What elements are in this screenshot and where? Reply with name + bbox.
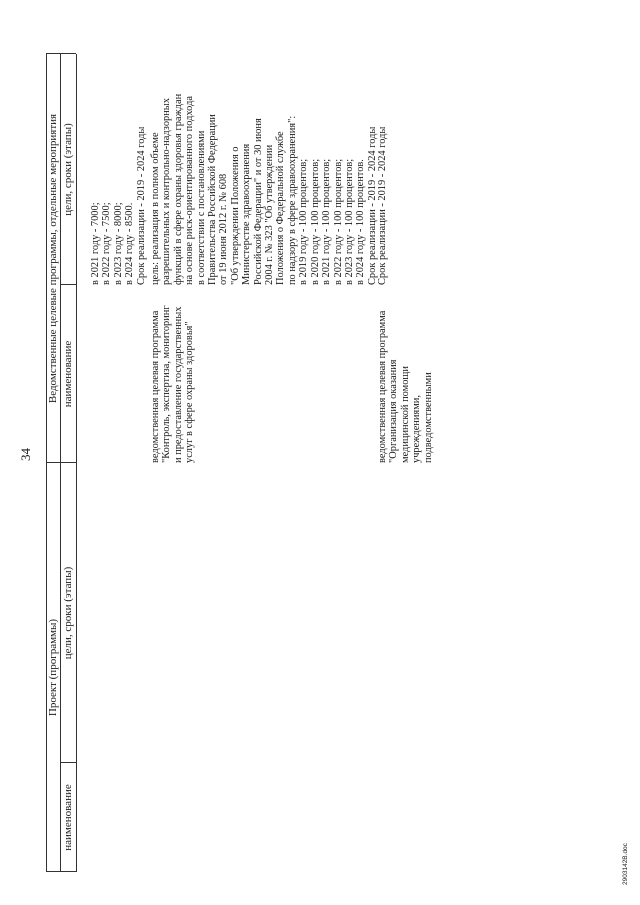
footer-filename: 2903142В.doc	[622, 843, 629, 885]
row2-goal-line: Российской Федерации" и от 30 июня	[252, 118, 264, 285]
row2-goal-line: в 2021 году - 100 процентов;	[321, 158, 333, 285]
row2-goal-line: в соответствии с постановлениями	[195, 130, 207, 285]
row2-goal-line: в 2020 году - 100 процентов;	[309, 158, 321, 285]
row3-program-line: ведомственная целевая программа	[377, 310, 388, 463]
row2-goal-line: в 2023 году - 100 процентов;	[343, 158, 355, 285]
row3-program-line: "Организация оказания	[388, 359, 400, 463]
row3-program-line: учреждениями,	[411, 395, 423, 463]
row2-goal-line: разрешительных и контрольно-надзорных	[161, 98, 173, 285]
row2-goals	[150, 94, 378, 285]
header-project-name: наименование	[62, 784, 74, 851]
row3-program-line: медицинской помощи	[399, 366, 411, 463]
row2-program-name	[150, 305, 196, 463]
row3-goal-line: Срок реализации - 2019 - 2024 годы	[377, 126, 388, 285]
header-bottom-line	[76, 54, 77, 872]
row2-goal-line: в 2022 году - 100 процентов;	[332, 158, 344, 285]
header-project-goals: цели, сроки (этапы)	[62, 566, 74, 660]
row2-goal-line: Министерстве здравоохранения	[241, 143, 253, 285]
row2-goal-line: функций в сфере охраны здоровья граждан	[172, 93, 184, 285]
row2-goal-line: от 19 июня 2012 г. № 608	[218, 173, 230, 285]
row2-goal-line: Срок реализации - 2019 - 2024 годы	[366, 126, 378, 285]
page-number: 34	[18, 448, 33, 461]
row1-goals	[90, 127, 147, 285]
row2-goal-line: "Об утверждении Положения о	[229, 146, 241, 285]
row3-program-name	[377, 311, 434, 463]
header-dept-group: Ведомственные целевые программы, отдельные мероприятия	[47, 113, 59, 404]
row2-program-line: услуг в сфере охраны здоровья"	[184, 321, 196, 463]
header-group-line	[60, 54, 61, 872]
row1-goal-line: в 2023 году - 8000;	[112, 202, 124, 285]
row3-program-line: подведомственными	[422, 372, 434, 463]
row2-program-line: ведомственная целевая программа	[150, 310, 161, 463]
row2-goal-line: 2004 г. № 323 "Об утверждении	[264, 144, 276, 285]
row1-goal-line: в 2024 году - 8500.	[124, 202, 136, 285]
row2-goal-line: в 2024 году - 100 процентов.	[355, 159, 367, 285]
header-dept-name: наименование	[62, 340, 74, 408]
header-dept-goals: цели, сроки (этапы)	[62, 123, 74, 216]
row2-goal-line: цель: реализация в полном объеме	[150, 132, 161, 285]
row1-goal-line: Срок реализации - 2019 - 2024 годы	[135, 126, 147, 285]
row2-goal-line: Правительства Российской Федерации	[207, 114, 219, 285]
row2-goal-line: на основе риск-ориентированного подхода	[184, 96, 196, 285]
row3-goals	[377, 127, 388, 285]
row2-goal-line: Положения о Федеральной службе	[275, 131, 287, 285]
header-project-group: Проект (программы)	[47, 618, 59, 717]
row1-goal-line: в 2021 году - 7000;	[90, 202, 101, 285]
row2-program-line: и предоставление государственных	[172, 306, 184, 463]
row2-goal-line: по надзору в сфере здравоохранения":	[286, 115, 298, 285]
row1-goal-line: в 2022 году - 7500;	[101, 202, 113, 285]
row2-program-line: "Контроль, экспертиза, мониторинг	[161, 305, 173, 463]
row2-goal-line: в 2019 году - 100 процентов;	[298, 158, 310, 285]
